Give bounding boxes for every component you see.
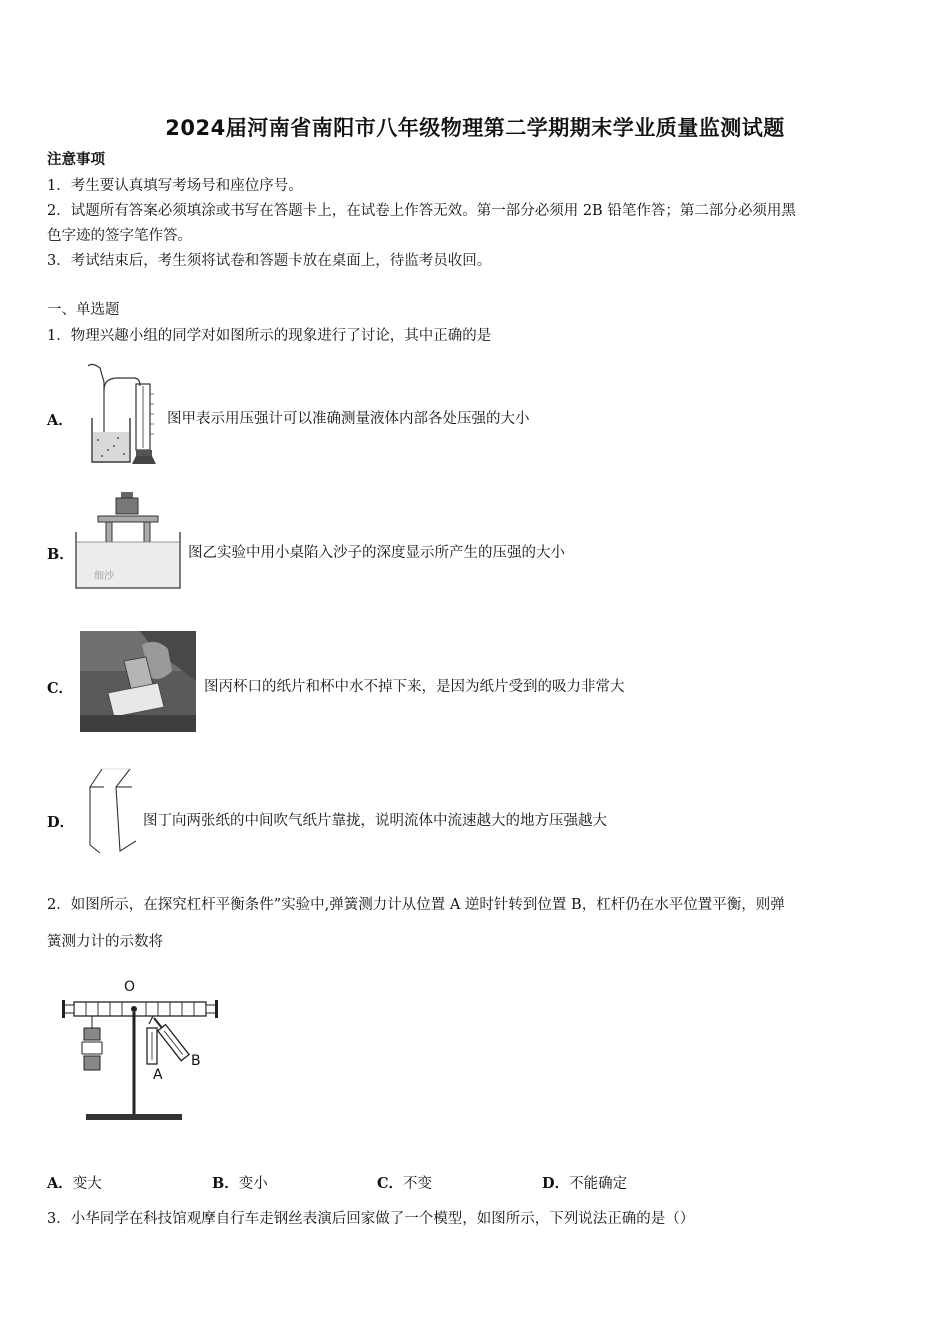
q2-option-d-text: 不能确定 [569, 1176, 628, 1192]
notice-heading: 注意事项 [47, 151, 105, 168]
notice-item-1: 1．考生要认真填写考场号和座位序号。 [47, 178, 303, 194]
q2-option-c-label: C． [377, 1175, 404, 1192]
q2-figure-label-o: O [124, 979, 136, 995]
q1-option-a-label: A． [47, 412, 73, 429]
q2-stem-line-2: 簧测力计的示数将 [47, 934, 163, 950]
q1-figure-c-cup-paper-photo [80, 631, 196, 732]
q2-stem-line-1: 2．如图所示，在探究杠杆平衡条件”实验中,弹簧测力计从位置 A 逆时针转到位置 B，杠杆仍在水平位置平衡，则弹 [47, 897, 785, 913]
q1-figure-a-pressure-gauge [78, 360, 168, 468]
q1-figure-b-sand-label: 细沙 [94, 571, 114, 582]
q1-option-b-text: 图乙实验中用小桌陷入沙子的深度显示所产生的压强的大小 [188, 545, 565, 561]
notice-item-3: 3．考试结束后，考生须将试卷和答题卡放在桌面上，待监考员收回。 [47, 253, 492, 269]
q2-option-c [377, 1174, 432, 1194]
q1-option-d-label: D． [47, 814, 75, 831]
q3-stem: 3．小华同学在科技馆观摩自行车走钢丝表演后回家做了一个模型，如图所示，下列说法正确的是（） [47, 1211, 695, 1227]
q2-option-b-label: B． [212, 1175, 239, 1192]
q2-figure-label-a: A [153, 1067, 163, 1083]
q2-option-b [212, 1174, 268, 1194]
q2-option-d [542, 1174, 627, 1194]
page-title: 2024届河南省南阳市八年级物理第二学期期末学业质量监测试题 [165, 116, 785, 140]
q1-option-c-text: 图丙杯口的纸片和杯中水不掉下来，是因为纸片受到的吸力非常大 [204, 679, 625, 695]
section-heading: 一、单选题 [47, 302, 120, 318]
q1-option-a-text: 图甲表示用压强计可以准确测量液体内部各处压强的大小 [167, 411, 530, 427]
q2-option-c-text: 不变 [403, 1176, 433, 1192]
q2-figure-label-b: B [191, 1053, 201, 1069]
q1-stem: 1．物理兴趣小组的同学对如图所示的现象进行了讨论，其中正确的是 [47, 328, 492, 344]
q1-option-b-label: B． [47, 546, 74, 563]
q2-option-a-label: A． [47, 1175, 73, 1192]
q2-option-a-text: 变大 [72, 1176, 102, 1192]
q2-option-d-label: D． [542, 1175, 570, 1192]
q2-option-a [47, 1174, 102, 1194]
notice-item-2: 2．试题所有答案必须填涂或书写在答题卡上，在试卷上作答无效。第一部分必须用 2B 铅笔作答；第二部分必须用黑 [47, 203, 796, 219]
q2-option-b-text: 变小 [238, 1176, 268, 1192]
q1-figure-b-table-in-sand [70, 488, 185, 591]
q1-figure-d-two-papers [80, 765, 142, 859]
q1-option-d-text: 图丁向两张纸的中间吹气纸片靠拢，说明流体中流速越大的地方压强越大 [143, 813, 607, 829]
notice-item-2-cont: 色字迹的签字笔作答。 [47, 228, 192, 244]
q1-option-c-label: C． [47, 680, 74, 697]
